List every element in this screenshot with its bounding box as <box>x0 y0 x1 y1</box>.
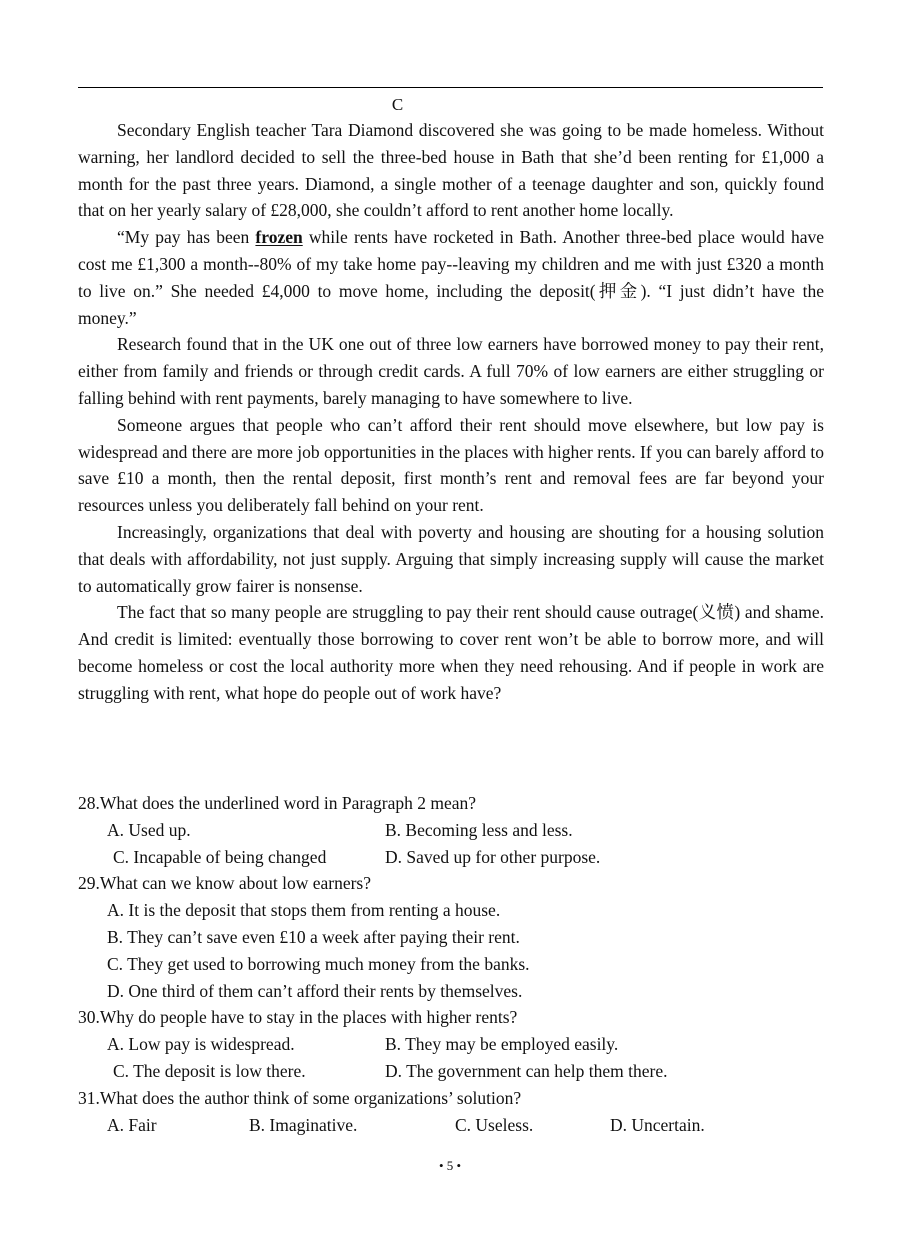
question-list <box>78 790 824 1138</box>
question-29 <box>78 870 824 1004</box>
option-a: A. Fair <box>107 1114 157 1135</box>
header-rule <box>78 87 823 88</box>
paragraph-5: Increasingly, organizations that deal with poverty and housing are shouting for a housing solution that deals with affordability, not just supply. Arguing that simply increasing supply will cause the market to automatically grow fairer is nonsense. <box>78 521 824 596</box>
section-heading: C <box>391 95 404 114</box>
question-28 <box>78 790 824 870</box>
question-stem: 31.What does the author think of some organizations’ solution? <box>78 1087 522 1108</box>
option-c: C. Incapable of being changed <box>113 846 327 867</box>
option-b: B. Imaginative. <box>249 1114 358 1135</box>
question-stem: 29.What can we know about low earners? <box>78 873 372 894</box>
question-stem: 28.What does the underlined word in Paragraph 2 mean? <box>78 793 476 813</box>
paragraph-1: Secondary English teacher Tara Diamond discovered she was going to be made homeless. Without warning, her landlord decided to sell the three-bed house in Bath that she’d been renting for £1,000 a month for the past three years. Diamond, a single mother of a teenage daughter and son, quickly found that on her yearly salary of £28,000, she couldn’t afford to rent another home locally. <box>78 120 824 221</box>
question-30 <box>78 1004 824 1084</box>
question-31 <box>78 1085 824 1139</box>
question-stem: 30.Why do people have to stay in the places with higher rents? <box>78 1007 518 1028</box>
option-c: C. The deposit is low there. <box>113 1060 306 1081</box>
option-d: D. One third of them can’t afford their rents by themselves. <box>107 980 523 1001</box>
paragraph-2-start: “My pay has been <box>117 227 256 248</box>
option-b: B. Becoming less and less. <box>385 819 573 840</box>
paragraph-6: The fact that so many people are struggling to pay their rent should cause outrage(义愤) and shame. And credit is limited: eventually those borrowing to cover rent won’t be able to borrow more, and will become homeless or cost the local authority more when they need rehousing. And if people in work are struggling with rent, what hope do people out of work have? <box>78 602 824 703</box>
option-b: B. They may be employed easily. <box>385 1034 619 1055</box>
option-d: D. The government can help them there. <box>385 1060 668 1081</box>
option-d: D. Saved up for other purpose. <box>385 846 601 867</box>
option-a: A. It is the deposit that stops them from renting a house. <box>107 900 501 921</box>
paragraph-2 <box>78 224 824 331</box>
option-c: C. Useless. <box>455 1114 534 1135</box>
underlined-word: frozen <box>255 227 303 248</box>
option-d: D. Uncertain. <box>610 1114 705 1135</box>
option-c: C. They get used to borrowing much money from the banks. <box>107 953 530 974</box>
option-a: A. Used up. <box>107 819 191 840</box>
option-b: B. They can’t save even £10 a week after paying their rent. <box>107 926 520 947</box>
option-a: A. Low pay is widespread. <box>107 1034 295 1055</box>
reading-passage <box>78 117 824 707</box>
paragraph-3: Research found that in the UK one out of three low earners have borrowed money to pay their rent, either from family and friends or through credit cards. A full 70% of low earners are either struggling or falling behind with rent payments, barely managing to have somewhere to live. <box>78 334 824 408</box>
paragraph-2-end: while rents have rocketed in Bath. Another three-bed place would have cost me £1,300 a month--80% of my take home pay--leaving my children and me with just £320 a month to live on.” She needed £4,000 to move home, including the deposit(押金). “I just didn’t have the money.” <box>78 227 825 328</box>
page-number: • 5 • <box>438 1158 462 1173</box>
paragraph-4: Someone argues that people who can’t afford their rent should move elsewhere, but low pay is widespread and there are more job opportunities in the places with higher rents. If you can barely afford to save £10 a month, then the rental deposit, first month’s rent and removal fees are far beyond your resources unless you deliberately fall behind on your rent. <box>78 414 824 516</box>
